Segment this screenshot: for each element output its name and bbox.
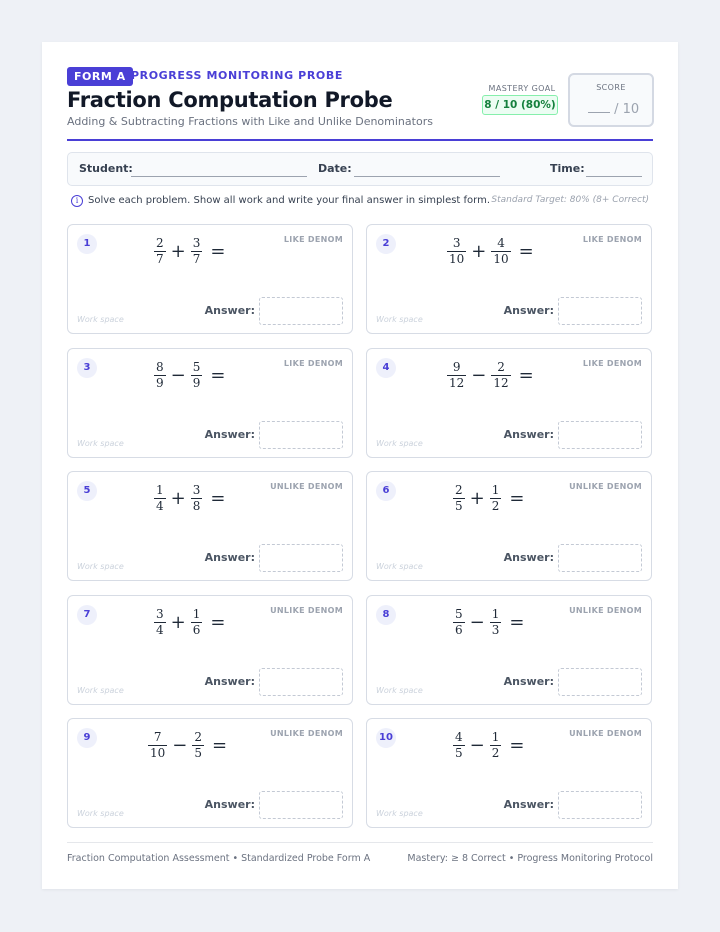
denominator: 5 xyxy=(455,499,463,513)
problem-type-tag: LIKE DENOM xyxy=(283,235,343,244)
problem-card-1 xyxy=(67,224,353,334)
mastery-goal-badge: 8 / 10 (80%) xyxy=(482,95,558,115)
problem-type-tag: LIKE DENOM xyxy=(283,358,343,368)
numerator: 1 xyxy=(192,606,201,621)
page-title: Fraction Computation Probe xyxy=(67,88,393,112)
fraction-a xyxy=(154,608,166,637)
standard-target: Standard Target: 80% (8+ Correct) xyxy=(491,195,649,205)
answer-label: Answer: xyxy=(503,551,554,564)
answer-label: Answer: xyxy=(503,427,554,441)
time-field[interactable] xyxy=(586,176,642,177)
problem-card-3 xyxy=(67,348,353,458)
numerator: 8 xyxy=(156,359,164,374)
student-info-bar xyxy=(67,152,653,186)
problem-expression xyxy=(453,484,524,513)
probe-label: PROGRESS MONITORING PROBE xyxy=(131,69,343,82)
fraction-b xyxy=(191,484,203,513)
problem-number: 6 xyxy=(376,481,396,501)
denominator: 10 xyxy=(449,252,465,266)
fraction-b xyxy=(490,484,502,513)
answer-box-5[interactable] xyxy=(259,544,343,572)
problem-number: 1 xyxy=(77,234,97,254)
numerator: 3 xyxy=(192,483,201,497)
equals-sign: = xyxy=(212,735,228,756)
denominator: 7 xyxy=(192,252,201,266)
equals-sign: = xyxy=(518,241,534,262)
score-suffix: / 10 xyxy=(614,102,640,117)
fraction-a xyxy=(447,237,466,266)
denominator: 5 xyxy=(455,746,463,760)
fraction-b xyxy=(192,731,204,760)
numerator: 2 xyxy=(497,359,505,374)
problem-type-tag: UNLIKE DENOM xyxy=(270,482,343,491)
numerator: 4 xyxy=(497,236,505,250)
problem-type-tag: UNLIKE DENOM xyxy=(569,482,642,491)
fraction-b xyxy=(191,608,203,637)
problem-type-tag: UNLIKE DENOM xyxy=(270,605,343,615)
problem-expression xyxy=(447,361,534,390)
fraction-a xyxy=(453,484,465,513)
work-space-label: Work space xyxy=(77,809,124,818)
answer-box-7[interactable] xyxy=(259,668,343,696)
problem-number: 10 xyxy=(376,728,396,748)
answer-label: Answer: xyxy=(204,798,255,811)
equals-sign: = xyxy=(509,488,525,509)
fraction-a xyxy=(453,608,465,637)
fraction-a xyxy=(447,361,466,390)
numerator: 3 xyxy=(156,606,164,621)
answer-box-9[interactable] xyxy=(259,791,343,819)
work-space-label: Work space xyxy=(376,438,423,448)
fraction-a xyxy=(148,731,167,760)
fraction-b xyxy=(491,237,510,266)
operator: − xyxy=(172,735,188,756)
operator: − xyxy=(471,364,487,386)
problem-number: 3 xyxy=(77,358,97,378)
problem-expression xyxy=(154,608,225,637)
numerator: 1 xyxy=(491,730,500,744)
numerator: 4 xyxy=(455,730,463,744)
work-space-label: Work space xyxy=(376,809,423,818)
numerator: 9 xyxy=(452,359,461,374)
student-name-field[interactable] xyxy=(131,176,307,177)
denominator: 10 xyxy=(493,252,509,266)
equals-sign: = xyxy=(509,735,525,756)
answer-label: Answer: xyxy=(204,551,255,564)
problem-expression xyxy=(453,608,524,637)
problem-type-tag: UNLIKE DENOM xyxy=(569,729,642,738)
problem-expression xyxy=(154,484,225,513)
numerator: 5 xyxy=(455,606,463,621)
answer-box-3[interactable] xyxy=(259,421,343,449)
denominator: 12 xyxy=(449,375,465,390)
operator: + xyxy=(469,488,485,509)
problem-type-tag: UNLIKE DENOM xyxy=(270,729,343,738)
problem-type-tag: UNLIKE DENOM xyxy=(569,605,642,615)
numerator: 7 xyxy=(153,730,162,744)
work-space-label: Work space xyxy=(376,315,423,324)
problem-number: 9 xyxy=(77,728,97,748)
problem-number: 8 xyxy=(376,605,396,625)
mastery-goal-label: MASTERY GOAL xyxy=(488,84,556,93)
work-space-label: Work space xyxy=(77,315,124,324)
fraction-b xyxy=(490,731,502,760)
numerator: 1 xyxy=(156,483,164,497)
numerator: 1 xyxy=(491,606,500,621)
denominator: 6 xyxy=(455,622,463,637)
operator: − xyxy=(469,735,485,756)
work-space-label: Work space xyxy=(77,438,124,448)
denominator: 10 xyxy=(150,746,166,760)
denominator: 4 xyxy=(156,622,164,637)
answer-label: Answer: xyxy=(503,304,554,317)
problem-number: 7 xyxy=(77,605,97,625)
work-space-label: Work space xyxy=(77,562,124,571)
denominator: 8 xyxy=(192,499,201,513)
operator: + xyxy=(170,241,186,262)
operator: + xyxy=(170,611,186,633)
answer-box-1[interactable] xyxy=(259,297,343,325)
numerator: 2 xyxy=(194,730,203,744)
header-divider xyxy=(67,139,653,141)
answer-box-4[interactable] xyxy=(558,421,642,449)
page-subtitle: Adding & Subtracting Fractions with Like and Unlike Denominators xyxy=(67,115,433,128)
denominator: 9 xyxy=(192,375,201,390)
date-label: Date: xyxy=(318,162,352,175)
info-icon: i xyxy=(71,195,83,207)
score-box[interactable] xyxy=(568,73,654,127)
denominator: 2 xyxy=(491,499,500,513)
answer-label: Answer: xyxy=(503,674,554,688)
denominator: 9 xyxy=(156,375,164,390)
equals-sign: = xyxy=(210,488,226,509)
denominator: 12 xyxy=(493,375,509,390)
fraction-b xyxy=(490,608,502,637)
denominator: 6 xyxy=(192,622,201,637)
work-space-label: Work space xyxy=(77,685,124,695)
fraction-a xyxy=(453,731,465,760)
problem-number: 5 xyxy=(77,481,97,501)
problem-type-tag: LIKE DENOM xyxy=(582,235,642,244)
answer-label: Answer: xyxy=(503,798,554,811)
problem-card-6 xyxy=(366,471,652,581)
equals-sign: = xyxy=(518,364,534,386)
answer-box-8[interactable] xyxy=(558,668,642,696)
numerator: 2 xyxy=(156,236,164,250)
equals-sign: = xyxy=(210,611,226,633)
score-blank[interactable] xyxy=(588,100,610,113)
date-field[interactable] xyxy=(354,176,500,177)
fraction-a xyxy=(154,361,166,390)
instructions-text: Solve each problem. Show all work and write your final answer in simplest form. xyxy=(88,195,491,206)
score-label: SCORE xyxy=(596,83,626,92)
denominator: 5 xyxy=(194,746,203,760)
problem-type-tag: LIKE DENOM xyxy=(582,358,642,368)
problem-card-7 xyxy=(67,595,353,705)
answer-label: Answer: xyxy=(204,674,255,688)
score-value xyxy=(588,100,639,117)
answer-label: Answer: xyxy=(204,304,255,317)
operator: + xyxy=(170,488,186,509)
answer-box-2[interactable] xyxy=(558,297,642,325)
problem-number: 4 xyxy=(376,358,396,378)
problem-card-10 xyxy=(366,718,652,828)
operator: + xyxy=(471,241,487,262)
work-space-label: Work space xyxy=(376,562,423,571)
problem-expression xyxy=(154,361,225,390)
work-space-label: Work space xyxy=(376,685,423,695)
footer-right: Mastery: ≥ 8 Correct • Progress Monitoring Protocol xyxy=(407,853,653,864)
fraction-b xyxy=(191,237,203,266)
fraction-b xyxy=(491,361,510,390)
problem-expression xyxy=(447,237,534,266)
operator: − xyxy=(469,611,485,633)
equals-sign: = xyxy=(509,611,525,633)
time-label: Time: xyxy=(550,162,585,175)
problem-card-2 xyxy=(366,224,652,334)
problem-card-4 xyxy=(366,348,652,458)
operator: − xyxy=(170,364,186,386)
fraction-a xyxy=(154,237,166,266)
numerator: 3 xyxy=(192,236,201,250)
denominator: 2 xyxy=(491,746,500,760)
answer-box-6[interactable] xyxy=(558,544,642,572)
problem-number: 2 xyxy=(376,234,396,254)
fraction-a xyxy=(154,484,166,513)
worksheet-page xyxy=(42,42,678,889)
problem-expression xyxy=(148,731,227,760)
equals-sign: = xyxy=(210,241,226,262)
problem-expression xyxy=(453,731,524,760)
problem-card-5 xyxy=(67,471,353,581)
denominator: 4 xyxy=(156,499,164,513)
fraction-b xyxy=(191,361,203,390)
numerator: 5 xyxy=(192,359,201,374)
denominator: 3 xyxy=(491,622,500,637)
footer-divider xyxy=(67,842,653,843)
problem-expression xyxy=(154,237,225,266)
answer-label: Answer: xyxy=(204,427,255,441)
equals-sign: = xyxy=(210,364,226,386)
problem-card-8 xyxy=(366,595,652,705)
answer-box-10[interactable] xyxy=(558,791,642,819)
problem-card-9 xyxy=(67,718,353,828)
student-label: Student: xyxy=(79,162,133,175)
denominator: 7 xyxy=(156,252,164,266)
numerator: 1 xyxy=(491,483,500,497)
footer-left: Fraction Computation Assessment • Standardized Probe Form A xyxy=(67,853,371,864)
numerator: 3 xyxy=(452,236,461,250)
numerator: 2 xyxy=(455,483,463,497)
form-badge: FORM A xyxy=(67,67,133,86)
